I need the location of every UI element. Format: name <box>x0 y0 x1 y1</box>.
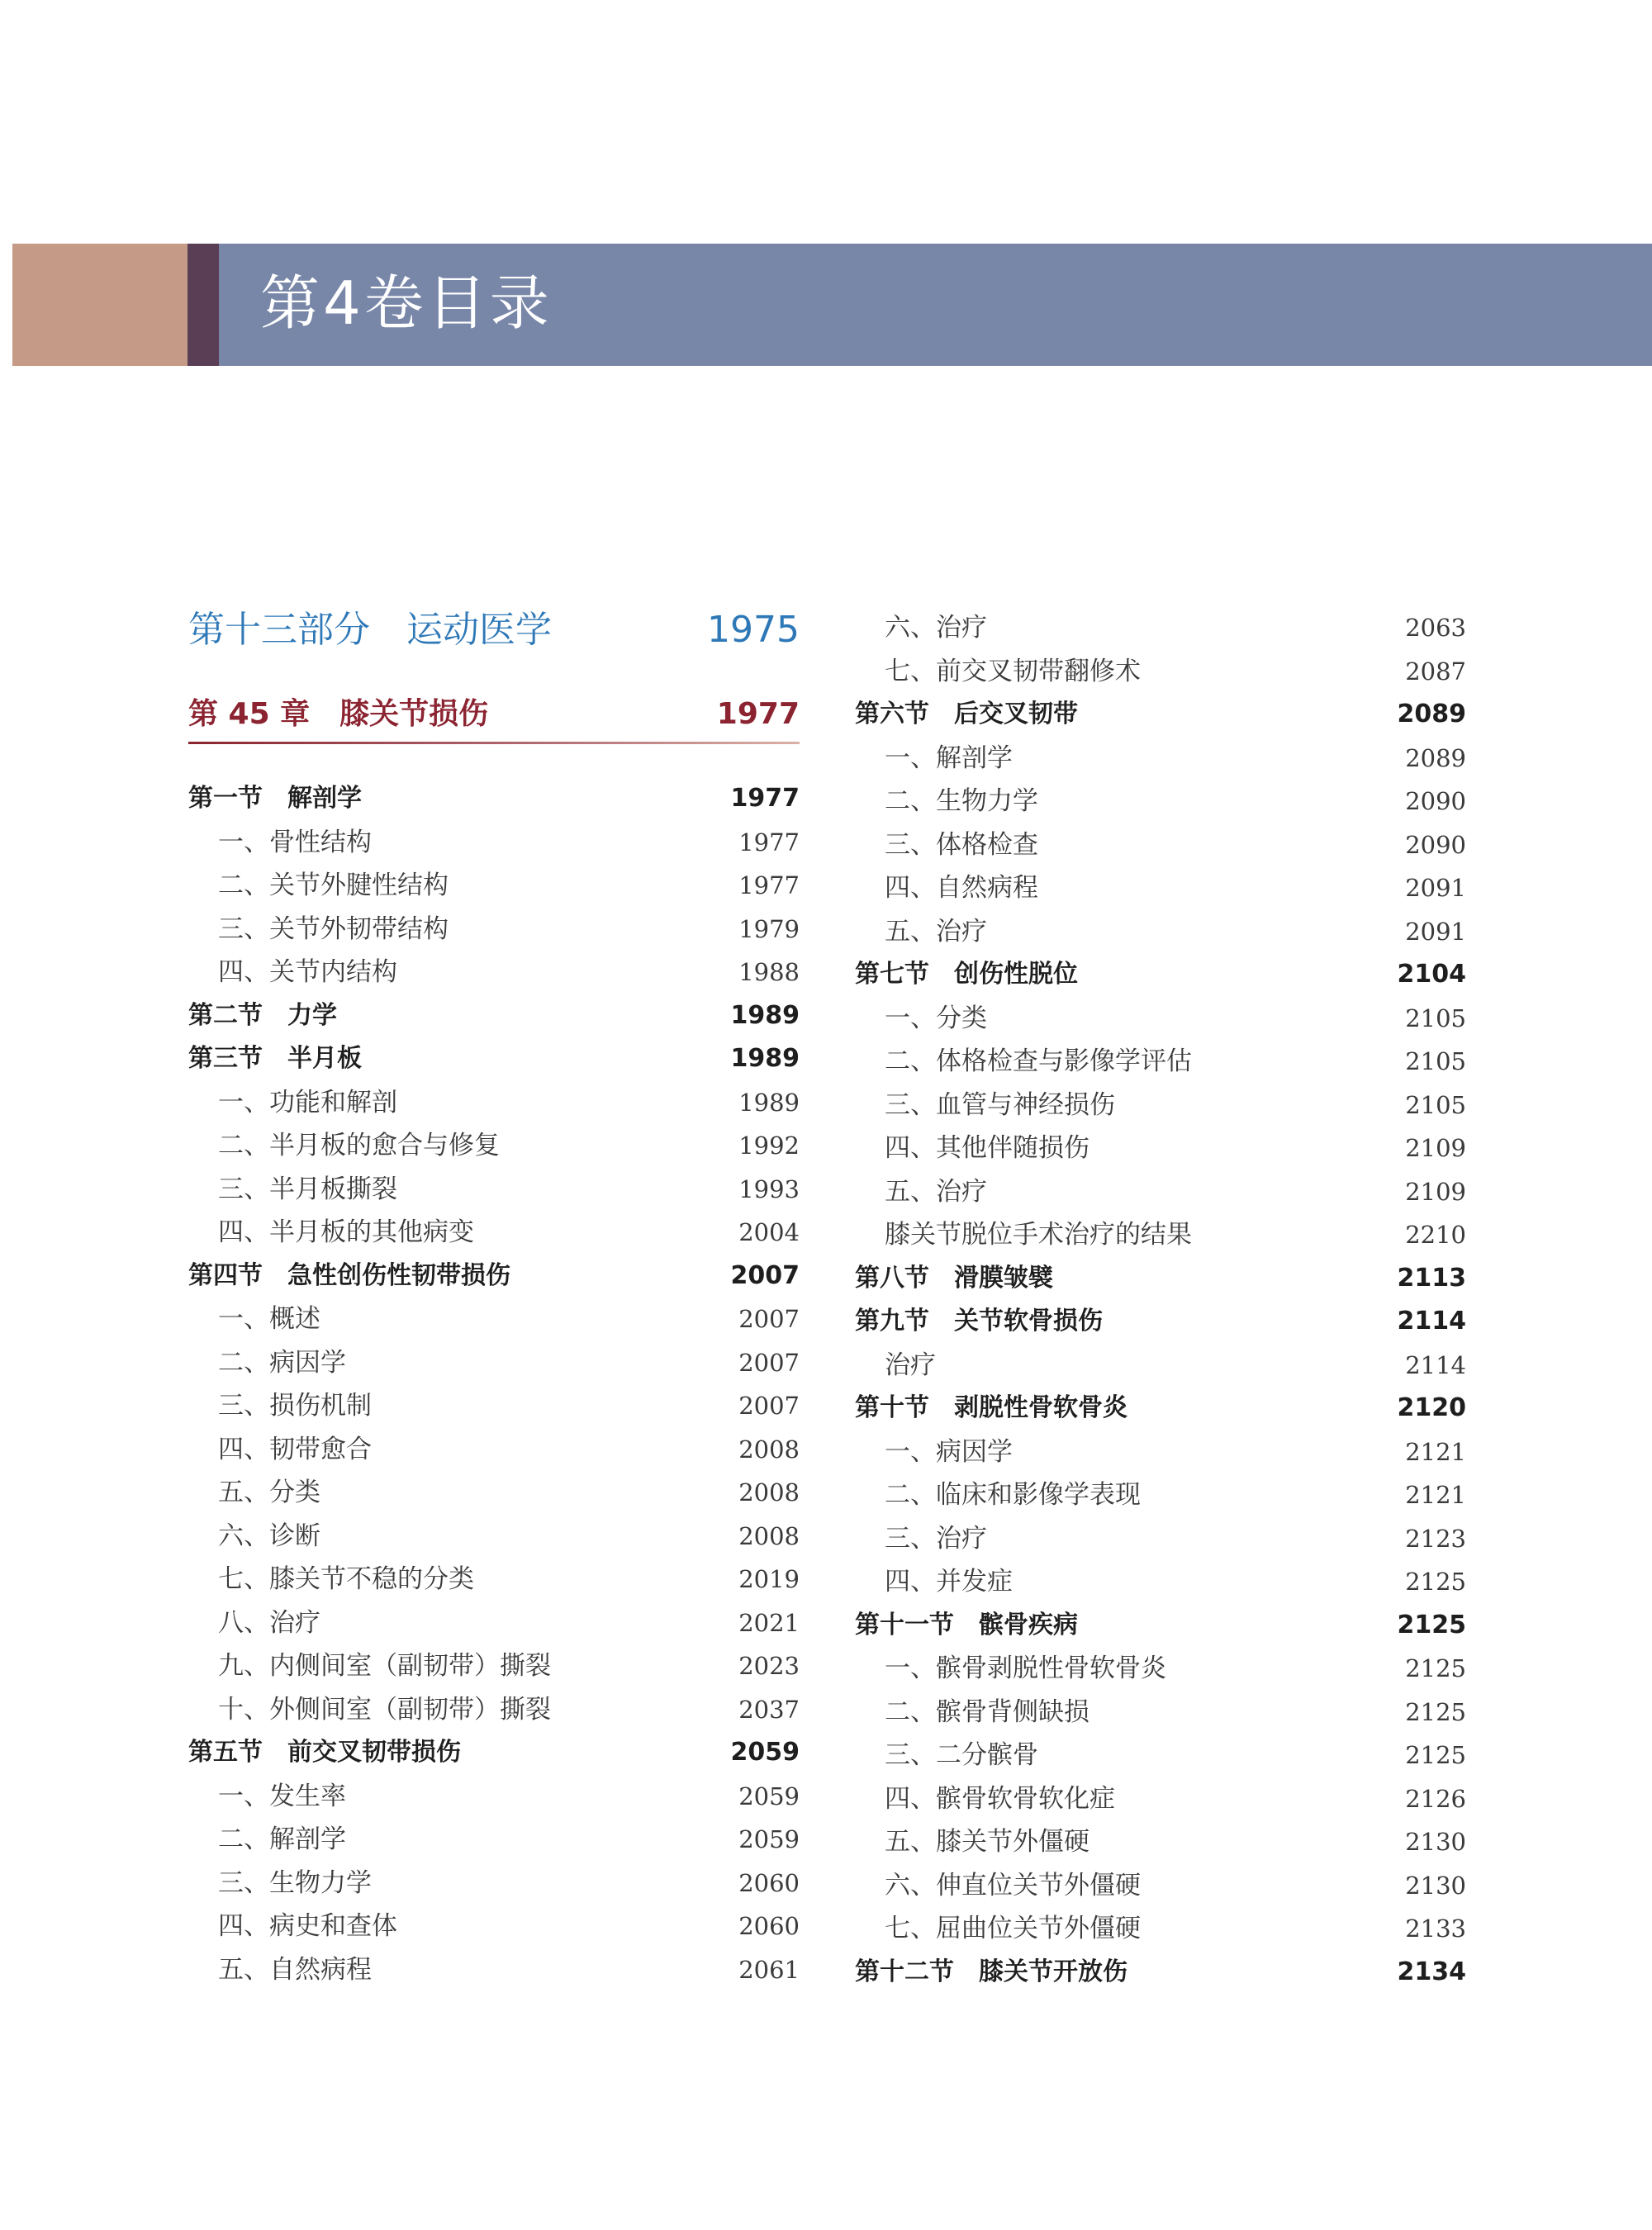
toc-entry-label: 第四节 急性创伤性韧带损伤 <box>188 1260 510 1290</box>
toc-entry-label: 第七节 创伤性脱位 <box>855 960 1078 989</box>
toc-entry-label: 七、屈曲位关节外僵硬 <box>885 1914 1141 1943</box>
toc-entry-page: 2090 <box>1405 787 1466 815</box>
toc-sub-entry[interactable] <box>188 1169 800 1210</box>
toc-entry-label: 第十二节 膝关节开放伤 <box>855 1957 1127 1986</box>
toc-section-entry[interactable] <box>855 1605 1466 1646</box>
toc-sub-entry[interactable] <box>188 1949 800 1990</box>
toc-sub-entry[interactable] <box>855 1908 1466 1949</box>
chapter-label: 第 45 章 膝关节损伤 <box>188 697 489 731</box>
toc-entry-label: 第六节 后交叉韧带 <box>855 700 1078 728</box>
toc-entry-page: 2007 <box>738 1305 800 1333</box>
toc-entry-label: 五、分类 <box>218 1478 320 1507</box>
toc-sub-entry[interactable] <box>188 1776 800 1817</box>
chapter-page: 1977 <box>716 697 800 731</box>
toc-sub-entry[interactable] <box>855 1171 1466 1212</box>
toc-sub-entry[interactable] <box>855 1431 1466 1473</box>
toc-entry-label: 六、伸直位关节外僵硬 <box>885 1870 1141 1900</box>
toc-entry-label: 五、治疗 <box>885 1176 987 1207</box>
toc-entry-page: 1977 <box>738 828 800 856</box>
toc-sub-entry[interactable] <box>188 1472 800 1513</box>
part-label: 第十三部分 运动医学 <box>188 609 552 651</box>
toc-sub-entry[interactable] <box>855 1821 1466 1862</box>
toc-entry-label: 四、并发症 <box>885 1567 1013 1597</box>
toc-section-entry[interactable] <box>188 1038 800 1079</box>
toc-sub-entry[interactable] <box>188 1125 800 1166</box>
toc-sub-entry[interactable] <box>855 1734 1466 1776</box>
toc-entry-label: 第十节 剥脱性骨软骨炎 <box>855 1393 1127 1422</box>
toc-entry-label: 治疗 <box>885 1350 936 1380</box>
toc-entry-label: 一、功能和解剖 <box>218 1087 397 1117</box>
toc-entry-page: 1977 <box>730 784 800 813</box>
toc-entry-label: 一、骨性结构 <box>218 827 372 857</box>
toc-entry-page: 1979 <box>738 914 800 943</box>
toc-entry-label: 膝关节脱位手术治疗的结果 <box>885 1220 1192 1250</box>
toc-entry-page: 2133 <box>1405 1914 1466 1943</box>
toc-entry-page: 2059 <box>738 1825 800 1853</box>
toc-sub-entry[interactable] <box>188 1862 800 1904</box>
toc-sub-entry[interactable] <box>188 1342 800 1383</box>
toc-entry-page: 2105 <box>1405 1004 1466 1032</box>
toc-entry-page: 2120 <box>1397 1393 1466 1422</box>
toc-entry-page: 2060 <box>738 1868 800 1897</box>
toc-entry-page: 1988 <box>738 958 800 986</box>
toc-entry-page: 2114 <box>1397 1307 1466 1336</box>
toc-entry-page: 2087 <box>1405 657 1466 686</box>
toc-entry-page: 2123 <box>1405 1524 1466 1553</box>
toc-entry-page: 2037 <box>738 1695 800 1724</box>
toc-sub-entry[interactable] <box>855 651 1466 692</box>
toc-sub-entry[interactable] <box>855 824 1466 866</box>
toc-entry-label: 五、治疗 <box>885 916 987 947</box>
toc-entry-label: 四、自然病程 <box>885 873 1038 903</box>
toc-entry-page: 2007 <box>730 1260 800 1290</box>
toc-entry-page: 2105 <box>1405 1090 1466 1119</box>
toc-entry-label: 二、体格检查与影像学评估 <box>885 1046 1192 1076</box>
toc-entry-label: 二、关节外腱性结构 <box>218 871 449 900</box>
toc-entry-page: 2121 <box>1405 1481 1466 1509</box>
toc-sub-entry[interactable] <box>855 1214 1466 1255</box>
toc-sub-entry[interactable] <box>188 822 800 863</box>
toc-entry-page: 2089 <box>1405 743 1466 772</box>
toc-entry-label: 一、解剖学 <box>885 743 1013 773</box>
toc-sub-entry[interactable] <box>188 1298 800 1340</box>
toc-section-entry[interactable] <box>855 1388 1466 1429</box>
toc-entry-label: 三、血管与神经损伤 <box>885 1089 1115 1120</box>
toc-entry-page: 1989 <box>730 1044 800 1073</box>
toc-sub-entry[interactable] <box>188 1602 800 1644</box>
toc-sub-entry[interactable] <box>855 1561 1466 1602</box>
toc-entry-label: 四、病史和查体 <box>218 1911 397 1941</box>
toc-entry-label: 二、临床和影像学表现 <box>885 1480 1141 1510</box>
toc-entry-label: 一、病因学 <box>885 1436 1013 1467</box>
toc-entry-label: 第一节 解剖学 <box>188 784 362 813</box>
toc-entry-page: 2125 <box>1405 1568 1466 1596</box>
toc-sub-entry[interactable] <box>855 998 1466 1039</box>
toc-entry-page: 2210 <box>1405 1221 1466 1249</box>
chapter-divider <box>188 742 800 744</box>
toc-sub-entry[interactable] <box>855 1518 1466 1559</box>
toc-sub-entry[interactable] <box>855 738 1466 779</box>
toc-entry-page: 2113 <box>1397 1263 1466 1293</box>
toc-sub-entry[interactable] <box>188 1689 800 1730</box>
toc-entry-page: 2130 <box>1405 1871 1466 1900</box>
toc-entry-page: 2130 <box>1405 1828 1466 1856</box>
toc-sub-entry[interactable] <box>855 1778 1466 1820</box>
toc-entry-label: 七、前交叉韧带翻修术 <box>885 656 1141 686</box>
toc-entry-label: 五、膝关节外僵硬 <box>885 1827 1089 1857</box>
toc-section-entry[interactable] <box>855 1952 1466 1993</box>
toc-sub-entry[interactable] <box>188 1645 800 1687</box>
toc-sub-entry[interactable] <box>855 1127 1466 1169</box>
toc-entry-page: 2121 <box>1405 1437 1466 1466</box>
toc-entry-label: 二、病因学 <box>218 1347 346 1378</box>
toc-section-entry[interactable] <box>855 1258 1466 1299</box>
toc-entry-page: 2134 <box>1397 1957 1466 1986</box>
volume-title: 第4卷目录 <box>260 268 553 338</box>
toc-chapter-entry[interactable] <box>188 694 800 735</box>
toc-entry-label: 第八节 滑膜皱襞 <box>855 1263 1053 1293</box>
banner-left-block <box>12 244 188 366</box>
toc-entry-page: 1989 <box>730 1000 800 1030</box>
toc-sub-entry[interactable] <box>855 1865 1466 1906</box>
toc-entry-label: 四、韧带愈合 <box>218 1434 372 1464</box>
toc-section-entry[interactable] <box>188 1732 800 1773</box>
toc-entry-page: 2105 <box>1405 1047 1466 1075</box>
toc-entry-label: 一、概述 <box>218 1304 320 1334</box>
toc-entry-label: 三、体格检查 <box>885 829 1038 860</box>
toc-entry-label: 一、发生率 <box>218 1781 346 1811</box>
toc-sub-entry[interactable] <box>188 1516 800 1557</box>
toc-entry-label: 一、髌骨剥脱性骨软骨炎 <box>885 1654 1166 1683</box>
volume-title-banner <box>12 244 1652 366</box>
toc-entry-page: 2125 <box>1397 1610 1466 1639</box>
toc-entry-page: 2090 <box>1405 830 1466 859</box>
toc-entry-page: 2023 <box>738 1652 800 1680</box>
toc-entry-page: 1992 <box>738 1132 800 1160</box>
toc-entry-label: 第五节 前交叉韧带损伤 <box>188 1738 461 1767</box>
toc-sub-entry[interactable] <box>855 867 1466 909</box>
toc-entry-page: 2007 <box>738 1348 800 1377</box>
toc-sub-entry[interactable] <box>855 1084 1466 1126</box>
toc-entry-page: 2004 <box>738 1218 800 1246</box>
banner-accent-bar <box>188 244 219 366</box>
toc-entry-label: 三、生物力学 <box>218 1867 372 1898</box>
toc-entry-label: 六、治疗 <box>885 613 987 643</box>
toc-entry-page: 1993 <box>738 1174 800 1203</box>
toc-entry-label: 三、关节外韧带结构 <box>218 913 449 944</box>
toc-sub-entry[interactable] <box>188 1212 800 1253</box>
toc-entry-label: 九、内侧间室（副韧带）撕裂 <box>218 1651 551 1681</box>
toc-sub-entry[interactable] <box>188 1385 800 1426</box>
toc-entry-label: 二、解剖学 <box>218 1824 346 1854</box>
toc-entry-label: 二、生物力学 <box>885 786 1038 816</box>
part-page: 1975 <box>707 609 800 651</box>
toc-sub-entry[interactable] <box>188 1082 800 1123</box>
toc-entry-label: 三、半月板撕裂 <box>218 1174 397 1204</box>
toc-entry-page: 2125 <box>1405 1697 1466 1726</box>
toc-entry-page: 2059 <box>730 1738 800 1767</box>
toc-section-entry[interactable] <box>188 778 800 819</box>
toc-entry-label: 四、关节内结构 <box>218 957 397 987</box>
toc-entry-page: 2109 <box>1405 1177 1466 1206</box>
toc-section-entry[interactable] <box>188 1255 800 1297</box>
toc-sub-entry[interactable] <box>855 1041 1466 1082</box>
toc-entry-page: 2008 <box>738 1478 800 1506</box>
toc-entry-page: 2008 <box>738 1521 800 1550</box>
toc-sub-entry[interactable] <box>188 1905 800 1947</box>
toc-sub-entry[interactable] <box>188 1429 800 1470</box>
toc-entry-page: 2060 <box>738 1912 800 1940</box>
toc-sub-entry[interactable] <box>855 1345 1466 1386</box>
toc-sub-entry[interactable] <box>855 911 1466 952</box>
toc-sub-entry[interactable] <box>188 1559 800 1600</box>
toc-entry-page: 2008 <box>738 1435 800 1464</box>
toc-sub-entry[interactable] <box>855 1474 1466 1516</box>
toc-entry-label: 六、诊断 <box>218 1521 320 1551</box>
toc-entry-page: 1989 <box>738 1088 800 1117</box>
toc-entry-page: 2021 <box>738 1608 800 1637</box>
toc-entry-label: 四、半月板的其他病变 <box>218 1217 474 1247</box>
toc-entry-label: 第三节 半月板 <box>188 1044 362 1073</box>
toc-entry-label: 第二节 力学 <box>188 1000 337 1030</box>
toc-sub-entry[interactable] <box>188 1819 800 1860</box>
toc-section-entry[interactable] <box>855 694 1466 735</box>
toc-entry-label: 三、二分髌骨 <box>885 1740 1038 1770</box>
toc-entry-page: 2007 <box>738 1392 800 1420</box>
toc-sub-entry[interactable] <box>855 1691 1466 1733</box>
toc-entry-page: 2109 <box>1405 1134 1466 1162</box>
toc-entry-label: 二、髌骨背侧缺损 <box>885 1696 1089 1727</box>
toc-entry-label: 五、自然病程 <box>218 1954 372 1985</box>
toc-entry-label: 三、损伤机制 <box>218 1391 372 1421</box>
toc-section-entry[interactable] <box>855 1301 1466 1342</box>
toc-entry-page: 1977 <box>738 871 800 899</box>
toc-entry-page: 2091 <box>1405 874 1466 902</box>
toc-entry-page: 2091 <box>1405 917 1466 946</box>
toc-part-entry[interactable] <box>188 610 800 651</box>
toc-entry-page: 2125 <box>1405 1741 1466 1769</box>
toc-entry-label: 第十一节 髌骨疾病 <box>855 1610 1078 1639</box>
toc-entry-label: 第九节 关节软骨损伤 <box>855 1307 1103 1336</box>
toc-entry-page: 2089 <box>1397 700 1466 728</box>
toc-entry-page: 2104 <box>1397 960 1466 989</box>
toc-sub-entry[interactable] <box>855 607 1466 648</box>
toc-sub-entry[interactable] <box>188 865 800 906</box>
toc-entry-page: 2059 <box>738 1782 800 1810</box>
toc-entry-label: 四、髌骨软骨软化症 <box>885 1783 1115 1814</box>
toc-entry-label: 七、膝关节不稳的分类 <box>218 1564 474 1594</box>
toc-sub-entry[interactable] <box>188 909 800 950</box>
toc-sub-entry[interactable] <box>855 1648 1466 1689</box>
toc-section-entry[interactable] <box>188 995 800 1037</box>
toc-section-entry[interactable] <box>855 954 1466 995</box>
toc-sub-entry[interactable] <box>855 780 1466 822</box>
toc-entry-label: 二、半月板的愈合与修复 <box>218 1131 500 1160</box>
toc-entry-label: 一、分类 <box>885 1003 987 1033</box>
toc-sub-entry[interactable] <box>188 951 800 993</box>
toc-entry-page: 2063 <box>1405 614 1466 642</box>
toc-entry-label: 三、治疗 <box>885 1523 987 1554</box>
toc-entry-page: 2061 <box>738 1955 800 1984</box>
toc-entry-label: 十、外侧间室（副韧带）撕裂 <box>218 1694 551 1725</box>
toc-entry-label: 八、治疗 <box>218 1607 320 1638</box>
toc-entry-page: 2114 <box>1405 1350 1466 1379</box>
toc-entry-label: 四、其他伴随损伤 <box>885 1133 1089 1163</box>
toc-entry-page: 2125 <box>1405 1654 1466 1682</box>
toc-entry-page: 2126 <box>1405 1784 1466 1813</box>
toc-entry-page: 2019 <box>738 1565 800 1593</box>
